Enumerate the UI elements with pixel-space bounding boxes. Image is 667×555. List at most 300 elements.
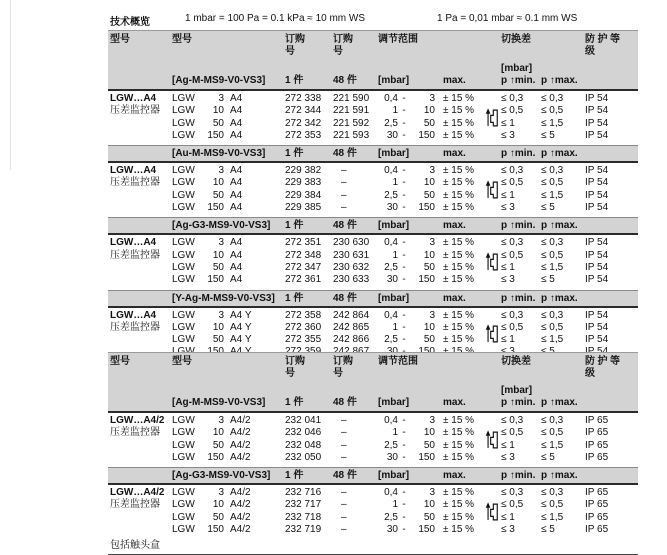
pmin-cell: ≤ 0,5 xyxy=(501,499,524,511)
pmin-cell: ≤ 1 xyxy=(501,117,515,129)
pmin-cell: ≤ 0,5 xyxy=(501,177,524,189)
range-cell xyxy=(376,440,441,452)
range-cell xyxy=(376,190,441,202)
range-max: 10 xyxy=(423,177,435,189)
pmax-cell: ≤ 1,5 xyxy=(541,117,564,129)
model-suffix: A4 Y xyxy=(230,334,252,346)
col-switching-diff-header: 切换差 xyxy=(501,34,531,45)
model-size: 150 xyxy=(207,274,224,286)
model-cell xyxy=(170,262,283,274)
range-max: 50 xyxy=(423,117,435,129)
model-suffix: A4 xyxy=(230,117,243,129)
col-protection-header: 防护等级 xyxy=(585,356,623,379)
range-max: 3 xyxy=(429,165,435,177)
range-separator: - xyxy=(402,309,406,321)
range-cell xyxy=(376,310,441,322)
order-single-cell: 232 716 xyxy=(285,487,322,499)
range-min: 1 xyxy=(392,105,398,117)
model-brand: LGW xyxy=(172,237,195,249)
range-unit-label: [mbar] xyxy=(378,292,410,304)
variant-band xyxy=(108,467,638,485)
range-min: 2,5 xyxy=(384,261,398,273)
pmin-cell: ≤ 3 xyxy=(501,451,515,463)
model-suffix: A4 Y xyxy=(230,321,252,333)
model-cell xyxy=(170,440,283,452)
model-suffix: A4 xyxy=(230,249,243,261)
range-separator: - xyxy=(402,177,406,189)
model-cell xyxy=(170,499,283,511)
qty-single-label: 1 件 xyxy=(285,397,304,408)
range-cell xyxy=(376,274,441,286)
pmin-cell: ≤ 0,3 xyxy=(501,165,524,177)
pmin-cell: ≤ 1 xyxy=(501,334,515,346)
model-brand: LGW xyxy=(172,415,195,426)
model-block xyxy=(108,413,638,467)
qty-single-label: 1 件 xyxy=(285,148,304,160)
pmax-cell: ≤ 5 xyxy=(541,451,555,463)
pmin-cell: ≤ 0,3 xyxy=(501,309,524,321)
range-cell xyxy=(376,499,441,511)
range-separator: - xyxy=(402,487,406,499)
model-suffix: A4 xyxy=(230,165,243,177)
pmin-cell: ≤ 0,3 xyxy=(501,415,524,426)
range-max: 3 xyxy=(429,93,435,104)
order-single-cell: 232 718 xyxy=(285,511,322,523)
range-max: 150 xyxy=(418,274,435,286)
spec-table xyxy=(108,30,638,363)
model-size: 50 xyxy=(212,511,224,523)
model-cell xyxy=(170,334,283,346)
pmin-label: p ↑min. xyxy=(501,397,536,408)
order-single-cell: 272 351 xyxy=(285,237,322,249)
model-cell xyxy=(170,177,283,189)
model-size: 3 xyxy=(218,165,224,177)
model-size: 50 xyxy=(212,334,224,346)
model-size: 10 xyxy=(212,177,224,189)
ip-rating-cell: IP 65 xyxy=(585,499,609,511)
order-single-cell: 272 338 xyxy=(285,93,322,104)
range-separator: - xyxy=(402,439,406,451)
range-cell xyxy=(376,177,441,189)
model-cell xyxy=(170,130,283,142)
order-bulk-cell: 230 633 xyxy=(333,274,370,286)
model-cell xyxy=(170,415,283,427)
range-min: 30 xyxy=(386,524,398,536)
max-label: max. xyxy=(443,470,466,482)
pmin-cell: ≤ 0,5 xyxy=(501,105,524,117)
model-cell xyxy=(170,93,283,105)
model-brand: LGW xyxy=(172,117,195,129)
model-suffix: A4/2 xyxy=(230,439,251,451)
model-brand: LGW xyxy=(172,487,195,499)
pmax-cell: ≤ 1,5 xyxy=(541,261,564,273)
range-separator: - xyxy=(402,415,406,426)
ip-rating-cell: IP 65 xyxy=(585,524,609,536)
spec-table xyxy=(108,352,638,555)
model-cell xyxy=(170,487,283,499)
model-block xyxy=(108,485,638,539)
tolerance-cell: ± 15 % xyxy=(443,274,475,286)
range-cell xyxy=(376,165,441,177)
range-cell xyxy=(376,415,441,427)
order-single-cell: 232 041 xyxy=(285,415,322,426)
range-max: 50 xyxy=(423,511,435,523)
order-single-cell: 232 048 xyxy=(285,439,322,451)
range-max: 3 xyxy=(429,415,435,426)
model-cell xyxy=(170,250,283,262)
range-cell xyxy=(376,130,441,142)
ip-rating-cell: IP 54 xyxy=(585,274,609,286)
variant-code: [Ag-G3-MS9-V0-VS3] xyxy=(172,220,271,232)
range-unit-label: [mbar] xyxy=(378,148,410,160)
pmin-label: p ↑min. xyxy=(501,292,536,304)
model-size: 150 xyxy=(207,202,224,214)
order-single-cell: 272 347 xyxy=(285,261,322,273)
range-min: 2,5 xyxy=(384,117,398,129)
model-brand: LGW xyxy=(172,129,195,141)
col-switching-diff-header: 切换差 xyxy=(501,356,531,367)
diff-unit-label: [mbar] xyxy=(501,385,533,396)
range-separator: - xyxy=(402,249,406,261)
model-suffix: A4/2 xyxy=(230,451,251,463)
range-max: 50 xyxy=(423,334,435,346)
col-model-header: 型号 xyxy=(172,34,192,45)
model-cell xyxy=(170,165,283,177)
order-bulk-cell: – xyxy=(341,524,347,536)
ip-rating-cell: IP 54 xyxy=(585,189,609,201)
tolerance-cell: ± 15 % xyxy=(443,511,475,523)
pmin-cell: ≤ 0,3 xyxy=(501,93,524,104)
model-size: 3 xyxy=(218,487,224,499)
order-single-cell: 229 384 xyxy=(285,189,322,201)
model-group-cell xyxy=(108,165,170,214)
model-size: 50 xyxy=(212,189,224,201)
pmin-label: p ↑min. xyxy=(501,470,536,482)
tolerance-cell: ± 15 % xyxy=(443,321,475,333)
model-size: 10 xyxy=(212,249,224,261)
order-bulk-cell: – xyxy=(341,202,347,214)
scan-edge-line xyxy=(10,0,11,170)
max-label: max. xyxy=(443,220,466,232)
order-bulk-cell: 221 590 xyxy=(333,93,370,104)
group-label: LGW…A4 xyxy=(110,93,157,104)
footer-note: 包括触头盒 xyxy=(108,539,638,555)
range-separator: - xyxy=(402,511,406,523)
range-unit-label: [mbar] xyxy=(378,220,410,232)
pmin-cell: ≤ 1 xyxy=(501,439,515,451)
pmin-cell: ≤ 0,5 xyxy=(501,427,524,439)
ip-rating-cell: IP 54 xyxy=(585,165,609,177)
model-size: 3 xyxy=(218,415,224,426)
variant-band xyxy=(108,217,638,235)
range-separator: - xyxy=(402,334,406,346)
pressure-rising-switch-icon xyxy=(483,487,499,536)
model-size: 10 xyxy=(212,427,224,439)
order-bulk-cell: – xyxy=(341,499,347,511)
range-separator: - xyxy=(402,524,406,536)
range-min: 0,4 xyxy=(384,487,398,499)
tolerance-cell: ± 15 % xyxy=(443,415,475,426)
tolerance-cell: ± 15 % xyxy=(443,427,475,439)
model-cell xyxy=(170,118,283,130)
range-max: 3 xyxy=(429,237,435,249)
model-cell xyxy=(170,512,283,524)
pmin-cell: ≤ 3 xyxy=(501,129,515,141)
diff-unit-and-pmin xyxy=(499,63,539,87)
model-group-cell xyxy=(108,415,170,464)
col-order-bulk-header: 订购号 xyxy=(333,356,353,379)
conversion-header xyxy=(110,13,667,27)
max-label: max. xyxy=(443,292,466,304)
range-min: 1 xyxy=(392,249,398,261)
model-brand: LGW xyxy=(172,309,195,321)
ip-rating-cell: IP 65 xyxy=(585,451,609,463)
qty-bulk-label: 48 件 xyxy=(333,75,357,86)
model-brand: LGW xyxy=(172,499,195,511)
qty-single-label: 1 件 xyxy=(285,75,304,86)
range-max: 3 xyxy=(429,309,435,321)
col-protection-header: 防护等级 xyxy=(585,34,623,57)
model-size: 10 xyxy=(212,321,224,333)
range-min: 0,4 xyxy=(384,309,398,321)
model-size: 3 xyxy=(218,93,224,104)
model-suffix: A4 xyxy=(230,177,243,189)
range-cell xyxy=(376,524,441,536)
range-min: 2,5 xyxy=(384,511,398,523)
range-cell xyxy=(376,262,441,274)
range-min: 2,5 xyxy=(384,189,398,201)
pmax-cell: ≤ 0,3 xyxy=(541,309,564,321)
range-min: 0,4 xyxy=(384,237,398,249)
pmin-cell: ≤ 0,5 xyxy=(501,249,524,261)
model-group-cell xyxy=(108,237,170,286)
range-max: 50 xyxy=(423,261,435,273)
group-label: LGW…A4 xyxy=(110,309,157,321)
pmin-cell: ≤ 3 xyxy=(501,274,515,286)
order-bulk-cell: – xyxy=(341,439,347,451)
model-cell xyxy=(170,237,283,249)
ip-rating-cell: IP 54 xyxy=(585,202,609,214)
pmin-label: p ↑min. xyxy=(501,148,536,160)
range-min: 0,4 xyxy=(384,93,398,104)
model-suffix: A4/2 xyxy=(230,524,251,536)
range-min: 30 xyxy=(386,451,398,463)
pmax-cell: ≤ 0,3 xyxy=(541,237,564,249)
order-single-cell: 272 353 xyxy=(285,129,322,141)
model-cell xyxy=(170,452,283,464)
group-label: LGW…A4/2 xyxy=(110,415,165,426)
group-role: 压差监控器 xyxy=(110,105,160,117)
ip-rating-cell: IP 54 xyxy=(585,237,609,249)
model-brand: LGW xyxy=(172,334,195,346)
model-brand: LGW xyxy=(172,165,195,177)
range-separator: - xyxy=(402,499,406,511)
model-suffix: A4 Y xyxy=(230,309,252,321)
range-separator: - xyxy=(402,274,406,286)
tolerance-cell: ± 15 % xyxy=(443,249,475,261)
range-cell xyxy=(376,202,441,214)
pressure-rising-switch-icon xyxy=(483,237,499,286)
order-bulk-cell: – xyxy=(341,177,347,189)
pmax-label: p ↑max. xyxy=(541,148,578,160)
model-size: 150 xyxy=(207,129,224,141)
model-size: 3 xyxy=(218,309,224,321)
model-brand: LGW xyxy=(172,427,195,439)
model-cell xyxy=(170,310,283,322)
range-cell xyxy=(376,512,441,524)
model-cell xyxy=(170,524,283,536)
header-title-row xyxy=(108,34,638,58)
ip-rating-cell: IP 65 xyxy=(585,487,609,499)
range-separator: - xyxy=(402,237,406,249)
range-min: 0,4 xyxy=(384,415,398,426)
model-block xyxy=(108,91,638,145)
pmin-cell: ≤ 1 xyxy=(501,189,515,201)
range-max: 50 xyxy=(423,189,435,201)
qty-bulk-label: 48 件 xyxy=(333,397,357,408)
col-range-header: 调节范围 xyxy=(378,34,418,45)
model-group-cell xyxy=(108,93,170,142)
qty-bulk-label: 48 件 xyxy=(333,292,357,304)
model-size: 150 xyxy=(207,451,224,463)
tolerance-cell: ± 15 % xyxy=(443,202,475,214)
model-cell xyxy=(170,202,283,214)
model-cell xyxy=(170,322,283,334)
model-suffix: A4 xyxy=(230,129,243,141)
model-brand: LGW xyxy=(172,451,195,463)
pmax-label: p ↑max. xyxy=(541,220,578,232)
table-header-band xyxy=(108,30,638,91)
tolerance-cell: ± 15 % xyxy=(443,189,475,201)
pmax-cell: ≤ 0,5 xyxy=(541,427,564,439)
ip-rating-cell: IP 54 xyxy=(585,117,609,129)
model-size: 3 xyxy=(218,237,224,249)
col-order-bulk-header: 订购号 xyxy=(333,34,353,57)
page-title: 技术概览 xyxy=(110,17,150,28)
model-suffix: A4 xyxy=(230,274,243,286)
pmax-cell: ≤ 0,5 xyxy=(541,499,564,511)
model-brand: LGW xyxy=(172,439,195,451)
order-bulk-cell: 242 865 xyxy=(333,321,370,333)
range-max: 10 xyxy=(423,105,435,117)
ip-rating-cell: IP 65 xyxy=(585,427,609,439)
order-single-cell: 229 382 xyxy=(285,165,322,177)
range-min: 2,5 xyxy=(384,439,398,451)
ip-rating-cell: IP 65 xyxy=(585,439,609,451)
range-cell xyxy=(376,237,441,249)
model-block xyxy=(108,235,638,289)
pmax-label: p ↑max. xyxy=(541,75,578,86)
range-separator: - xyxy=(402,202,406,214)
range-separator: - xyxy=(402,129,406,141)
order-bulk-cell: 221 591 xyxy=(333,105,370,117)
tolerance-cell: ± 15 % xyxy=(443,524,475,536)
range-max: 150 xyxy=(418,451,435,463)
variant-code: [Ag-M-MS9-V0-VS3] xyxy=(172,75,266,86)
model-brand: LGW xyxy=(172,177,195,189)
range-min: 30 xyxy=(386,274,398,286)
range-separator: - xyxy=(402,93,406,104)
model-brand: LGW xyxy=(172,274,195,286)
range-separator: - xyxy=(402,261,406,273)
order-bulk-cell: 242 866 xyxy=(333,334,370,346)
pmax-cell: ≤ 0,5 xyxy=(541,249,564,261)
variant-subheader-row xyxy=(108,220,638,232)
range-min: 30 xyxy=(386,202,398,214)
diff-unit-and-pmin xyxy=(499,385,539,409)
group-label: LGW…A4/2 xyxy=(110,487,165,499)
range-cell xyxy=(376,93,441,105)
model-brand: LGW xyxy=(172,511,195,523)
range-unit-label: [mbar] xyxy=(378,470,410,482)
order-bulk-cell: 230 632 xyxy=(333,261,370,273)
model-size: 150 xyxy=(207,524,224,536)
conversion-formula-mbar: 1 mbar = 100 Pa = 0.1 kPa ≈ 10 mm WS xyxy=(185,13,366,24)
model-group-cell xyxy=(108,487,170,536)
range-separator: - xyxy=(402,165,406,177)
order-bulk-cell: 242 864 xyxy=(333,309,370,321)
pmax-cell: ≤ 1,5 xyxy=(541,511,564,523)
tolerance-cell: ± 15 % xyxy=(443,129,475,141)
pmax-cell: ≤ 5 xyxy=(541,202,555,214)
range-min: 0,4 xyxy=(384,165,398,177)
pmax-cell: ≤ 5 xyxy=(541,524,555,536)
group-role: 压差监控器 xyxy=(110,321,160,333)
ip-rating-cell: IP 54 xyxy=(585,177,609,189)
qty-single-label: 1 件 xyxy=(285,220,304,232)
tolerance-cell: ± 15 % xyxy=(443,165,475,177)
model-size: 50 xyxy=(212,261,224,273)
order-single-cell: 232 050 xyxy=(285,451,322,463)
model-brand: LGW xyxy=(172,249,195,261)
range-cell xyxy=(376,250,441,262)
ip-rating-cell: IP 65 xyxy=(585,511,609,523)
variant-subheader-row xyxy=(108,293,638,305)
ip-rating-cell: IP 65 xyxy=(585,415,609,426)
pmax-cell: ≤ 0,3 xyxy=(541,93,564,104)
model-suffix: A4/2 xyxy=(230,511,251,523)
pmax-cell: ≤ 0,3 xyxy=(541,415,564,426)
order-single-cell: 232 046 xyxy=(285,427,322,439)
pmax-cell: ≤ 1,5 xyxy=(541,439,564,451)
order-single-cell: 232 719 xyxy=(285,524,322,536)
range-cell xyxy=(376,118,441,130)
pmax-cell: ≤ 0,3 xyxy=(541,487,564,499)
order-single-cell: 272 342 xyxy=(285,117,322,129)
variant-subheader-row xyxy=(108,470,638,482)
model-cell xyxy=(170,105,283,117)
pmax-cell: ≤ 1,5 xyxy=(541,334,564,346)
range-min: 1 xyxy=(392,427,398,439)
pmax-label: p ↑max. xyxy=(541,470,578,482)
model-suffix: A4 xyxy=(230,105,243,117)
model-suffix: A4/2 xyxy=(230,415,251,426)
group-label: LGW…A4 xyxy=(110,165,157,177)
order-single-cell: 272 360 xyxy=(285,321,322,333)
pmin-cell: ≤ 3 xyxy=(501,524,515,536)
model-suffix: A4 xyxy=(230,261,243,273)
tolerance-cell: ± 15 % xyxy=(443,237,475,249)
pmax-cell: ≤ 0,3 xyxy=(541,165,564,177)
model-suffix: A4 xyxy=(230,202,243,214)
tolerance-cell: ± 15 % xyxy=(443,499,475,511)
ip-rating-cell: IP 54 xyxy=(585,321,609,333)
variant-code: [Au-M-MS9-V0-VS3] xyxy=(172,148,266,160)
range-max: 10 xyxy=(423,499,435,511)
pmin-cell: ≤ 0,5 xyxy=(501,321,524,333)
pmax-cell: ≤ 0,5 xyxy=(541,177,564,189)
range-max: 3 xyxy=(429,487,435,499)
